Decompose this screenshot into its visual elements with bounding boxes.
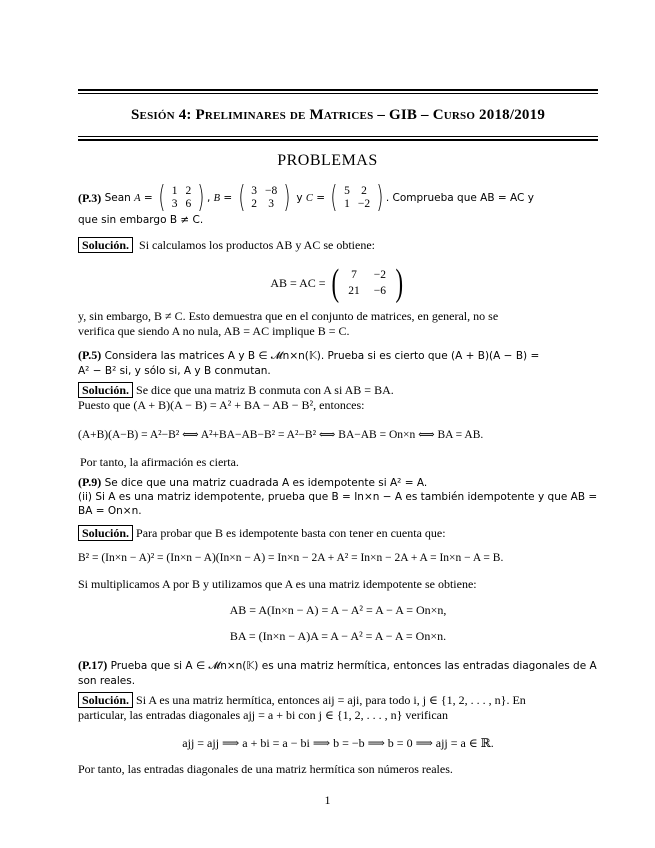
- document-title: Sesión 4: Preliminares de Matrices – GIB – Curso 2018/2019: [130, 107, 546, 123]
- matrix-result: ( 7 −2 21 −6 ): [331, 262, 404, 304]
- solution-p9-continued: Si multiplicamos A por B y utilizamos que A es una matriz idempotente se obtiene:: [78, 577, 477, 591]
- bottom-rule: [78, 139, 598, 141]
- conclusion-p3: y, sin embargo, B ≠ C. Esto demuestra que en el conjunto de matrices, en general, no se verifica que siendo A no nula, AB = AC implique B = C.: [78, 309, 499, 338]
- problem-p3-statement: (P.3) Sean A = ( 1 2 3 6 ) , B = ( 3 −8 2 3 ) y C = ( 5 2 1 −2 ) . Comprueba que AB = AC y que sin embargo B ≠ C.: [78, 180, 534, 226]
- solution-p9: Solución. Para probar que B es idempotente basta con tener en cuenta que:: [78, 526, 598, 541]
- solution-label: Solución.: [78, 237, 133, 253]
- section-heading: PROBLEMAS: [277, 152, 378, 169]
- problem-p9-statement: (P.9) Se dice que una matriz cuadrada A es idempotente si A² = A. (ii) Si A es una matriz idempotente, prueba que B = In×n − A es también idempotente y que AB = BA = On×n.: [78, 475, 598, 517]
- matrix-c: ( 5 2 1 −2 ): [330, 180, 384, 215]
- problem-label: (P.9): [78, 475, 102, 489]
- conclusion-p5: Por tanto, la afirmación es cierta.: [80, 455, 239, 469]
- solution-p17: Solución. Si A es una matriz hermítica, entonces aij = aji, para todo i, j ∈ {1, 2, . . . , n}. En particular, las entradas diagonales ajj = a + bi con j ∈ {1, 2, . . . , n} verifican: [78, 693, 526, 722]
- solution-p5: Solución. Se dice que una matriz B conmuta con A si AB = BA. Puesto que (A + B)(A − B) = A² + BA − AB − B², entonces:: [78, 383, 394, 412]
- top-rule-thin: [78, 93, 598, 94]
- solution-p3: Solución. Si calculamos los productos AB y AC se obtiene:: [78, 238, 598, 253]
- problem-label: (P.5): [78, 348, 102, 362]
- equation-p9-ab: AB = A(In×n − A) = A − A² = A − A = On×n,: [229, 603, 447, 617]
- equation-p17: ajj = ajj ⟹ a + bi = a − bi ⟹ b = −b ⟹ b = 0 ⟹ ajj = a ∈ ℝ.: [182, 736, 494, 750]
- problem-label: (P.3): [78, 190, 102, 205]
- bottom-rule-thin: [78, 136, 598, 137]
- conclusion-p17: Por tanto, las entradas diagonales de una matriz hermítica son números reales.: [78, 762, 453, 776]
- solution-label: Solución.: [78, 382, 133, 398]
- page-number: 1: [324, 793, 331, 807]
- equation-p5: (A+B)(A−B) = A²−B² ⟺ A²+BA−AB−B² = A²−B² ⟺ BA−AB = On×n ⟺ BA = AB.: [78, 429, 484, 441]
- top-rule: [78, 89, 598, 91]
- equation-p9-b-squared: B² = (In×n − A)² = (In×n − A)(In×n − A) = In×n − 2A + A² = In×n − 2A + A = In×n − A = B.: [78, 552, 504, 564]
- problem-p17-statement: (P.17) Prueba que si A ∈ 𝓜n×n(𝕂) es una matriz hermítica, entonces las entradas diagonales de A son reales.: [78, 658, 597, 687]
- equation-ab-ac: AB = AC = ( 7 −2 21 −6 ): [78, 264, 598, 302]
- equation-p9-ba: BA = (In×n − A)A = A − A² = A − A = On×n.: [229, 629, 447, 643]
- matrix-a: ( 1 2 3 6 ): [158, 180, 205, 215]
- solution-label: Solución.: [78, 525, 133, 541]
- problem-p5-statement: (P.5) Considera las matrices A y B ∈ 𝓜n×n(𝕂). Prueba si es cierto que (A + B)(A − B) = A² − B² si, y sólo si, A y B conmutan.: [78, 348, 540, 377]
- solution-label: Solución.: [78, 692, 133, 708]
- matrix-b: ( 3 −8 2 3 ): [237, 180, 291, 215]
- problem-label: (P.17): [78, 658, 108, 672]
